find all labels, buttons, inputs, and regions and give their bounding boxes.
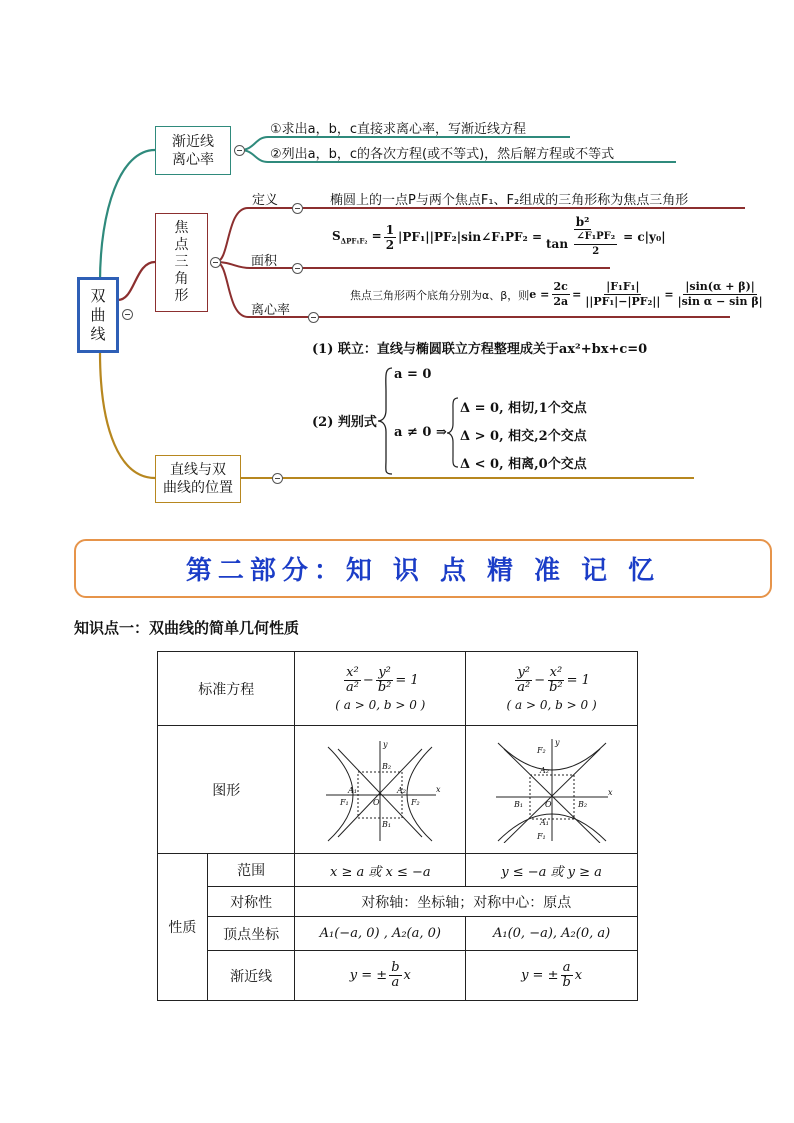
graph-x-hyperbola (295, 726, 466, 854)
eccentricity-text: 焦点三角形两个底角分别为α、β，则 (350, 288, 530, 302)
delta-case-1: Δ = 0, 相切,1个交点 (460, 401, 587, 416)
branch-char: 形 (174, 288, 189, 304)
area-label: 面积 (251, 254, 278, 269)
eccentricity-collapse-icon[interactable] (308, 312, 319, 323)
hyperbola-x-figure (318, 737, 442, 843)
vertex-x: A₁(−a, 0) , A₂(a, 0) (295, 917, 466, 951)
definition-text: 椭圆上的一点P与两个焦点F₁、F₂组成的三角形称为焦点三角形 (330, 193, 689, 208)
branch-focal-triangle[interactable] (155, 213, 208, 312)
svg-text:F₂: F₂ (411, 797, 421, 807)
root-char: 线 (90, 324, 106, 343)
definition-collapse-icon[interactable] (292, 203, 303, 214)
svg-text:F₁: F₁ (536, 831, 546, 841)
condition-text: ( a > 0, b > 0 ) (506, 697, 597, 712)
svg-text:F₂: F₂ (536, 745, 546, 755)
sub-header: 渐近线 (207, 951, 295, 1001)
range-x: x ≥ a 或 x ≤ −a (295, 854, 466, 887)
line-step-1: (1) 联立：直线与椭圆联立方程整理成关于ax²+bx+c=0 (312, 342, 648, 357)
branch2-collapse-icon[interactable] (210, 257, 221, 268)
case-a-nonzero: a ≠ 0 ⇒ (394, 425, 447, 440)
mindmap-connectors (0, 0, 794, 520)
svg-text:B₂: B₂ (382, 761, 392, 771)
banner-title: 第二部分：知 识 点 精 准 记 忆 (185, 556, 661, 586)
section-heading: 知识点一：双曲线的简单几何性质 (74, 619, 300, 637)
area-collapse-icon[interactable] (292, 263, 303, 274)
condition-text: ( a > 0, b > 0 ) (335, 697, 426, 712)
row-header: 标准方程 (158, 652, 295, 726)
branch-asymptote-eccentricity[interactable] (155, 126, 231, 175)
eccentricity-formula: 焦点三角形两个底角分别为α、β，则 e = $\frac{2c}{2a}$ = $\frac{\text{|F₁F₁|}}{\text{||PF₁|−|PF₂||}}$ = $\frac{|\sin(\alpha + \beta)|}{\text{|sin α − sin β|}}$ (350, 280, 763, 308)
branch-label: 直线与双 (170, 462, 226, 478)
symmetry-value: 对称轴：坐标轴；对称中心：原点 (295, 887, 638, 917)
asymptote-y: y = ± $\frac{a}{b}$ x (466, 951, 638, 1001)
svg-text:A₂: A₂ (397, 785, 407, 795)
root-collapse-icon[interactable] (122, 309, 133, 320)
svg-text:O: O (373, 797, 380, 807)
row-header: 图形 (158, 726, 295, 854)
asymptote-x: y = ± $\frac{b}{a}$ x (295, 951, 466, 1001)
table-row (158, 887, 638, 917)
graph-y-hyperbola (466, 726, 638, 854)
hyperbola-y-figure (490, 737, 614, 843)
svg-text:B₁: B₁ (513, 799, 523, 809)
branch-label: 离心率 (172, 151, 214, 168)
row-header-property: 性质 (158, 854, 208, 1001)
section-banner (74, 539, 772, 598)
svg-text:y: y (554, 737, 560, 747)
range-y: y ≤ −a 或 y ≥ a (466, 854, 638, 887)
table-row (158, 726, 638, 854)
svg-text:B₁: B₁ (382, 819, 392, 829)
root-char: 双 (90, 286, 106, 305)
branch-char: 角 (174, 271, 189, 287)
standard-eq-y: $\frac{\text{y²}}{\text{a²}}$ − $\frac{\text{x²}}{\text{b²}}$ = 1 ( a > 0, b > 0 ) (466, 652, 638, 726)
svg-text:F₁: F₁ (340, 797, 350, 807)
branch-char: 点 (174, 237, 189, 253)
branch-label: 曲线的位置 (163, 480, 233, 496)
area-formula: $S_{\Delta PF_1F_2}$ = $\frac{1}{2}$ |PF₁||PF₂|sin∠F₁PF₂ = b² tan $\frac{\text{∠F₁PF₂}}{2}$ = c|y₀| (332, 215, 666, 257)
sub-header: 对称性 (207, 887, 295, 917)
branch-char: 三 (174, 254, 189, 270)
table-row (158, 917, 638, 951)
sub-header: 顶点坐标 (207, 917, 295, 951)
branch1-item-1: ①求出a，b，c直接求离心率，写渐近线方程 (270, 122, 527, 137)
svg-text:A₂: A₂ (539, 765, 549, 775)
case-a-zero: a = 0 (394, 367, 432, 382)
properties-table (157, 651, 638, 1001)
branch-line-position[interactable] (155, 455, 241, 503)
table-row (158, 951, 638, 1001)
delta-case-3: Δ < 0, 相离,0个交点 (460, 457, 587, 472)
branch1-item-2: ②列出a，b，c的各次方程(或不等式)，然后解方程或不等式 (270, 147, 615, 162)
svg-text:y: y (383, 739, 388, 749)
vertex-y: A₁(0, −a), A₂(0, a) (466, 917, 638, 951)
branch3-collapse-icon[interactable] (272, 473, 283, 484)
delta-case-2: Δ > 0, 相交,2个交点 (460, 429, 587, 444)
sub-header: 范围 (207, 854, 295, 887)
svg-text:A₁: A₁ (539, 817, 549, 827)
svg-text:x: x (607, 787, 613, 797)
root-node[interactable] (77, 277, 119, 353)
eccentricity-label: 离心率 (251, 303, 291, 318)
branch-label: 渐近线 (172, 133, 214, 150)
branch-char: 焦 (174, 220, 189, 236)
svg-text:A₁: A₁ (348, 785, 358, 795)
standard-eq-x: $\frac{\text{x²}}{\text{a²}}$ − $\frac{\text{y²}}{\text{b²}}$ = 1 ( a > 0, b > 0 ) (295, 652, 466, 726)
root-char: 曲 (90, 305, 106, 324)
svg-text:O: O (544, 799, 552, 809)
table-row (158, 652, 638, 726)
table-row (158, 854, 638, 887)
definition-label: 定义 (252, 193, 279, 208)
svg-text:B₂: B₂ (577, 799, 587, 809)
svg-text:x: x (436, 784, 441, 794)
line-step-2: (2) 判别式 (312, 415, 377, 430)
branch1-collapse-icon[interactable] (234, 145, 245, 156)
